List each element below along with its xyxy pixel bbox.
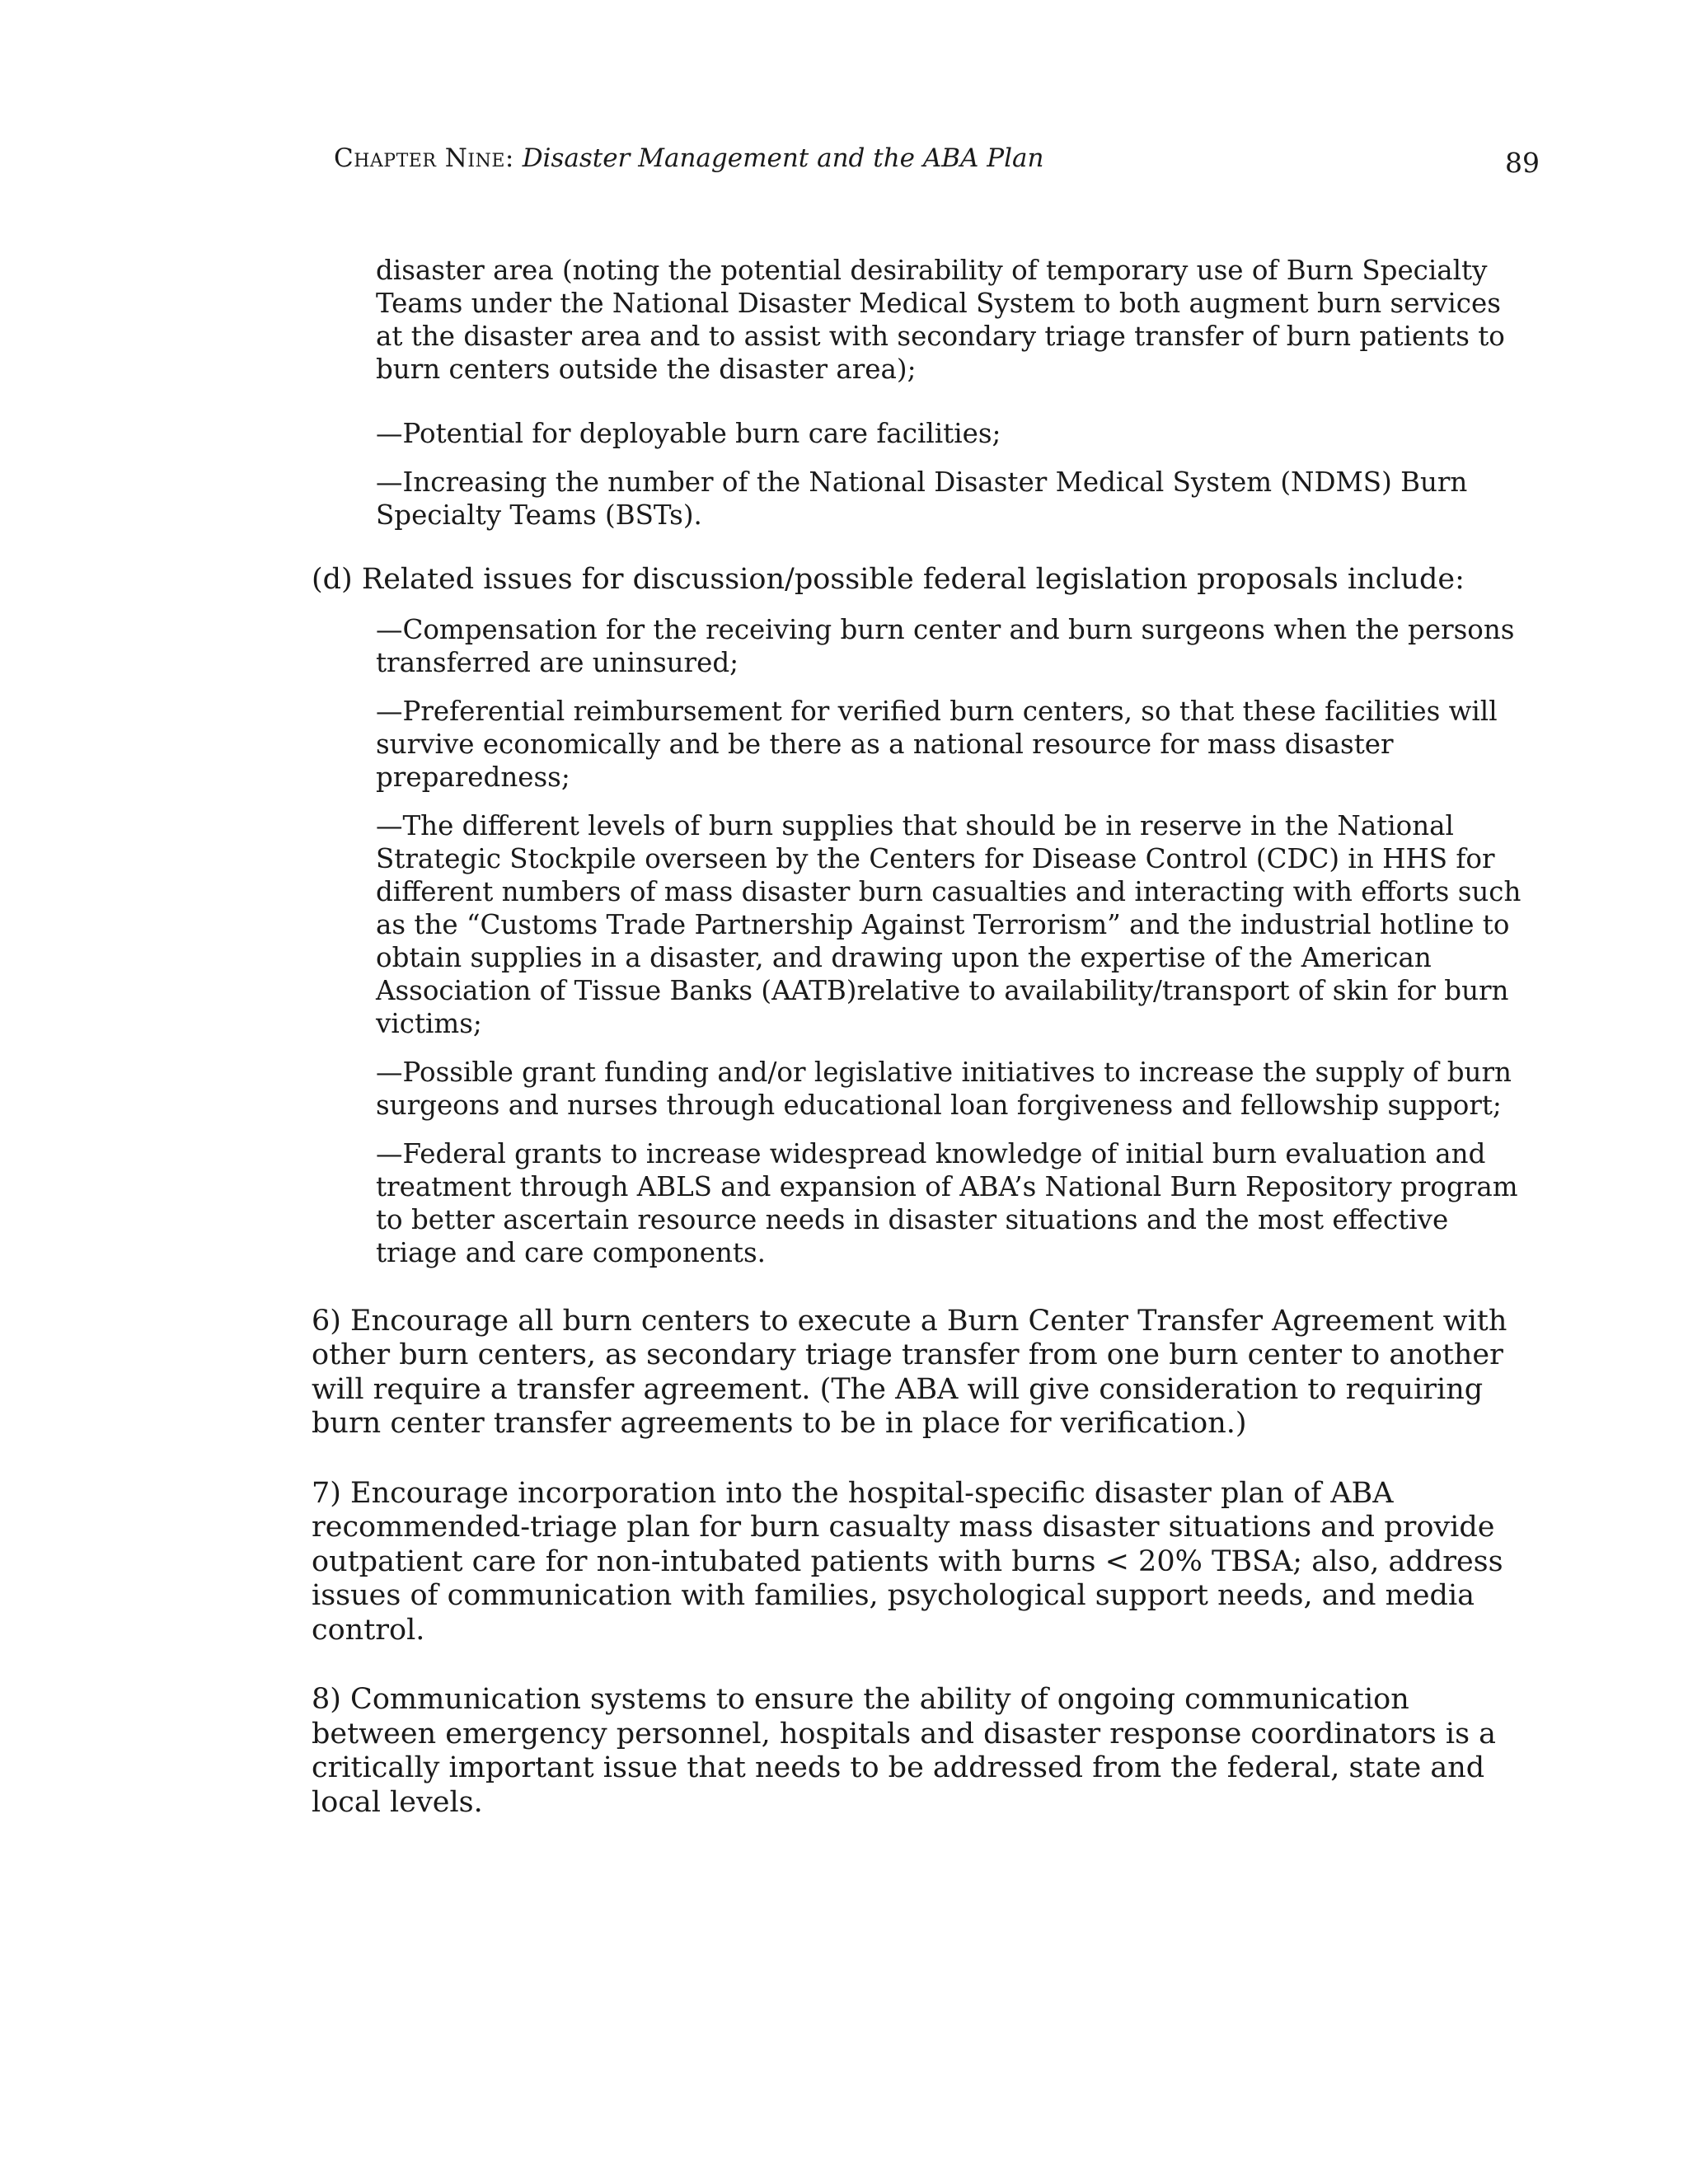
list-item-compensation: —Compensation for the receiving burn center and burn surgeons when the persons transferred are uninsured; xyxy=(376,613,1515,678)
section-d-heading: (d) Related issues for discussion/possible federal legislation proposals include: xyxy=(312,563,1465,596)
list-item-reimbursement: —Preferential reimbursement for verified burn centers, so that these facilities will survive economically and be there as a national resource for mass disaster preparedness; xyxy=(376,695,1498,793)
list-item-ndms: —Increasing the number of the National Disaster Medical System (NDMS) Burn Specialty Teams (BSTs). xyxy=(376,466,1468,531)
chapter-label: Chapter Nine: xyxy=(334,143,514,173)
chapter-title: Disaster Management and the ABA Plan xyxy=(522,143,1044,173)
numbered-item-6: 6) Encourage all burn centers to execute a Burn Center Transfer Agreement with other burn centers, as secondary triage transfer from one burn center to another will require a transfer agreement. (The ABA will give consideration to requiring burn center transfer agreements to be in place for verification.) xyxy=(312,1304,1507,1440)
list-item-supplies: —The different levels of burn supplies that should be in reserve in the National Strategic Stockpile overseen by the Centers for Disease Control (CDC) in HHS for different numbers of mass disaster burn casualties and interacting with efforts such as the “Customs Trade Partnership Against Terrorism” and the industrial hotline to obtain supplies in a disaster, and drawing upon the expertise of the American Association of Tissue Banks (AATB)relative to availability/transport of skin for burn victims; xyxy=(376,809,1522,1039)
continuation-paragraph: disaster area (noting the potential desirability of temporary use of Burn Specialty Teams under the National Disaster Medical System to both augment burn services at the disaster area and to assist with secondary triage transfer of burn patients to burn centers outside the disaster area); xyxy=(376,255,1505,385)
numbered-item-8: 8) Communication systems to ensure the ability of ongoing communication between emergency personnel, hospitals and disaster response coordinators is a critically important issue that needs to be addressed from the federal, state and local levels. xyxy=(312,1683,1497,1819)
list-item-deployable: —Potential for deployable burn care facilities; xyxy=(376,418,1001,449)
body-text xyxy=(312,254,1531,1820)
numbered-item-7: 7) Encourage incorporation into the hospital-specific disaster plan of ABA recommended-triage plan for burn casualty mass disaster situations and provide outpatient care for non-intubated patients with burns < 20% TBSA; also, address issues of communication with families, psychological support needs, and media control. xyxy=(312,1476,1503,1647)
running-header xyxy=(334,142,1044,175)
page-number: 89 xyxy=(1505,147,1540,179)
list-item-federal-grants: —Federal grants to increase widespread knowledge of initial burn evaluation and treatment through ABLS and expansion of ABA’s National Burn Repository program to better ascertain resource needs in disaster situations and the most effective triage and care components. xyxy=(376,1137,1518,1268)
list-item-grant-funding: —Possible grant funding and/or legislative initiatives to increase the supply of burn surgeons and nurses through educational loan forgiveness and fellowship support; xyxy=(376,1056,1512,1121)
